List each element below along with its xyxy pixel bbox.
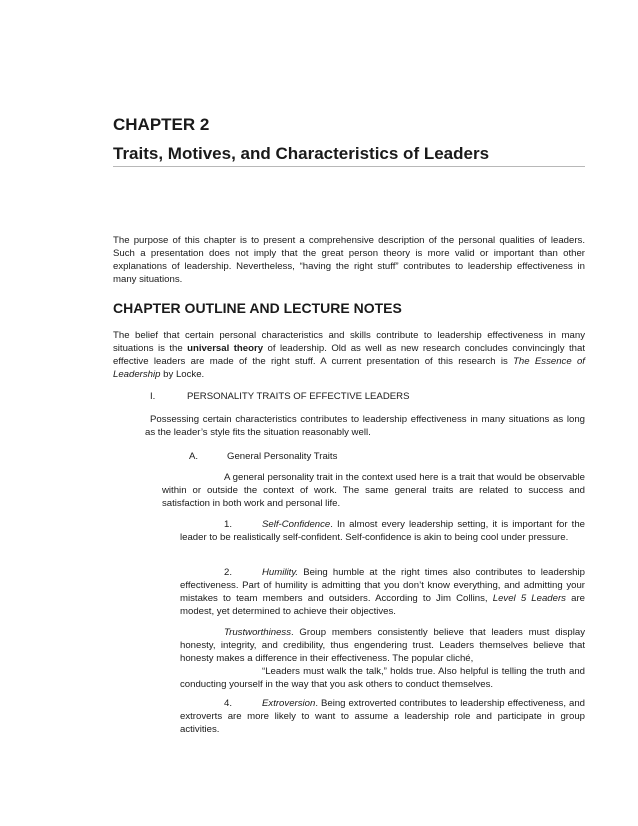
trait-3-quote: “Leaders must walk the talk,” holds true. Also helpful is telling the truth and conducting yourself in the way that you ask others to conduct themselves. xyxy=(180,665,585,690)
trait-1-name: Self-Confidence xyxy=(262,519,331,530)
section-1-title: PERSONALITY TRAITS OF EFFECTIVE LEADERS xyxy=(187,391,410,402)
trait-item-self-confidence xyxy=(180,519,585,545)
chapter-number: CHAPTER 2 xyxy=(113,115,210,134)
intro-paragraph: The purpose of this chapter is to present a comprehensive description of the personal qualities of leaders. Such a presentation does not imply that the great person theory is more valid or important than other explanations of leadership. Nevertheless, “having the right stuff” contributes to leadership effectiveness in many situations. xyxy=(113,235,585,285)
trait-2-number: 2. xyxy=(224,567,233,578)
section-a-letter: A. xyxy=(189,451,199,462)
section-a-paragraph: A general personality trait in the context used here is a trait that would be observable within or outside the context of work. The same general traits are related to success and satisfaction in both work and personal life. xyxy=(162,472,585,509)
title-divider xyxy=(113,166,585,167)
trait-item-humility xyxy=(180,567,585,619)
section-1-number: I. xyxy=(150,391,156,402)
trait-2-name: Humility. xyxy=(262,567,299,578)
section-a-title: General Personality Traits xyxy=(227,451,338,462)
chapter-title: Traits, Motives, and Characteristics of Leaders xyxy=(113,144,490,163)
book-title: The Essence of Leadership xyxy=(113,355,585,380)
trait-3-text: . Group members consistently believe that leaders must display honesty, integrity, and credibility, thus engendering trust. Leaders themselves believe that honesty makes a difference in their effectiveness. The popular cliché, xyxy=(180,627,585,664)
trait-1-text: . In almost every leadership setting, it is important for the leader to be realistically self-confident. Self-confidence is akin to being cool under pressure. xyxy=(180,519,585,543)
trait-1-number: 1. xyxy=(224,519,233,530)
trait-2-text: Being humble at the right times also contributes to leadership effectiveness. Part of humility is admitting that you don’t know everything, and admitting your mistakes to team members and outsiders. According to Jim Collins, xyxy=(180,567,585,604)
outline-paragraph xyxy=(113,330,585,382)
trait-item-trustworthiness xyxy=(180,627,585,692)
outline-heading: CHAPTER OUTLINE AND LECTURE NOTES xyxy=(113,300,402,316)
universal-theory-term: universal theory xyxy=(187,342,264,354)
trait-item-extroversion xyxy=(180,698,585,737)
section-a-heading xyxy=(189,451,337,464)
trait-4-name: Extroversion xyxy=(262,698,316,709)
outline-text-1: The belief that certain personal characteristics and skills contribute to leadership effectiveness in many situations is the xyxy=(113,330,585,354)
trait-3-name: Trustworthiness xyxy=(224,627,291,638)
outline-text-2: of leadership. Old as well as new research concludes convincingly that effective leaders are made of the right stuff. A current presentation of this research is xyxy=(113,342,585,367)
section-1-paragraph: Possessing certain characteristics contributes to leadership effectiveness in many situations as long as the leader’s style fits the situation reasonably well. xyxy=(145,414,585,438)
trait-4-number: 4. xyxy=(224,698,233,709)
level-5-leaders-term: Level 5 Leaders xyxy=(492,592,566,604)
trait-4-text: . Being extroverted contributes to leadership effectiveness, and extroverts are more likely to want to assume a leadership role and participate in group activities. xyxy=(180,698,585,735)
outline-text-3: by Locke. xyxy=(160,368,205,380)
trait-2-text-end: are modest, yet determined to achieve their objectives. xyxy=(180,592,585,617)
section-1-heading xyxy=(150,391,585,404)
